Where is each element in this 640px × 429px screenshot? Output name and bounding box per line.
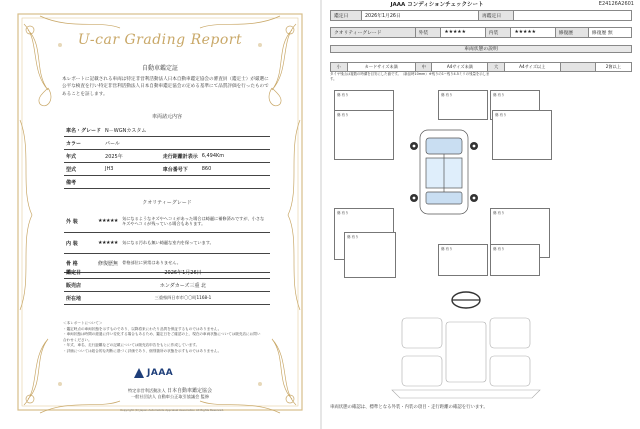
appraisal-table	[64, 266, 270, 305]
scale-cell: 中	[415, 63, 432, 72]
quality-text: 骨格部位に異常はありません。	[120, 254, 270, 273]
scale-cell: A4サイズ以上	[504, 63, 560, 72]
quality-stars: ★★★★★	[96, 233, 120, 254]
exterior-stars: ★★★★★	[441, 28, 485, 38]
spec-row	[64, 176, 270, 189]
box-label: 傷 有り	[493, 211, 505, 215]
spec-value: 6,494Km	[200, 150, 270, 163]
scale-cell: 小	[331, 63, 348, 72]
spec-key: 走行距離計表示	[161, 150, 200, 163]
spec-row	[64, 150, 270, 163]
scale-cell: カードサイズ未満	[347, 63, 415, 72]
intro-text: 本レポートに記載される車両は特定非営利活動法人日本自動車鑑定協会の審査員（鑑定士）が厳選に公平な検査を行い特定非営利活動法人日本自動車鑑定協会の定める基準にて品質評価を行ったものであることを証します。	[62, 77, 269, 97]
quality-row	[64, 233, 270, 254]
spec-key: 車台番号下	[161, 163, 200, 176]
box-label: 傷 有り	[347, 235, 359, 239]
sheet-footer: 車両状態の確認は、標準となる外装・内装の項目・走行距離の確認を行います。	[330, 405, 488, 410]
jaaa-logo: JAAA	[147, 368, 174, 378]
appraisal-row	[64, 292, 270, 305]
damage-photo-box	[490, 244, 540, 276]
date-row	[331, 11, 632, 21]
spec-value: 860	[200, 163, 270, 176]
spec-table	[64, 124, 270, 189]
box-label: 傷 有り	[337, 93, 349, 97]
jaaa-logo-icon	[134, 368, 144, 378]
condition-section-bar: 車両状態の説明	[330, 45, 632, 53]
spec-key: カラー	[64, 137, 103, 150]
quality-section-title: クオリティーグレード	[142, 200, 192, 206]
appraisal-address: 三重県四日市市〇〇町1168-1	[96, 292, 270, 305]
organization-block	[110, 388, 230, 400]
report-notes: ＜本レポートについて＞ ・鑑定時点の車両状態を示すものであり、以降将来にわたり品質を保証するものではありません。 ・車両状態は時間の経過に伴い変化する場合もあるため、鑑定日をご確認の上、現在の車両状態については販売店にお問い合わせください。 ・年式、車名、走行距離などの記載については販売店申告をもとに作成しています。 ・評価については総合的な判断に基づく評価であり、個別箇所の状態を示すものではありません。	[63, 321, 261, 353]
repair-value: 修復歴 無	[588, 28, 631, 38]
spec-key: 備考	[64, 176, 103, 189]
interior-stars: ★★★★★	[511, 28, 555, 38]
resale-key: 再鑑定日	[479, 11, 514, 21]
spec-row	[64, 137, 270, 150]
box-label: 傷 有り	[441, 247, 453, 251]
certificate-subtitle: 自動車鑑定証	[141, 65, 178, 72]
grade-key: クオリティーグレード	[331, 28, 416, 38]
resale-value	[514, 11, 632, 21]
appraisal-date: 2026年1月26日	[96, 266, 270, 279]
damage-photo-box	[334, 110, 394, 160]
box-label: 傷 有り	[337, 113, 349, 117]
sheet-code: E24126A2601	[598, 1, 634, 7]
box-label: 傷 有り	[493, 93, 505, 97]
quality-stars: 修復歴無	[96, 254, 120, 273]
scale-cell: 2箇以上	[595, 63, 631, 72]
box-label: 傷 有り	[337, 211, 349, 215]
quality-key: 外 装	[64, 210, 96, 233]
quality-table	[64, 210, 270, 273]
spec-value: 2025年	[103, 150, 161, 163]
org-name: 日本自動車鑑定協会	[167, 388, 213, 394]
box-label: 傷 有り	[493, 247, 505, 251]
spec-value: N－WGNカスタム	[103, 124, 270, 137]
damage-photo-box	[438, 244, 488, 276]
scale-row	[331, 63, 632, 72]
appraisal-key: 所在地	[64, 292, 96, 305]
spec-value: JH3	[103, 163, 161, 176]
appraisal-key: 販売店	[64, 279, 96, 292]
sheet-title: JAAA コンディションチェックシート	[390, 2, 484, 8]
damage-photo-box	[438, 90, 488, 120]
quality-key: 骨 格	[64, 254, 96, 273]
spec-row	[64, 163, 270, 176]
grade-table	[330, 27, 632, 38]
grade-row	[331, 28, 632, 38]
tire-note: タイヤ残山は複数の時溝を目安にした値です。（新品時10mm）※残りの1~残り4.5ミリの残量を示します。	[330, 72, 490, 81]
quality-stars: ★★★★★	[96, 210, 120, 233]
spec-value: パール	[103, 137, 270, 150]
exterior-key: 外装	[415, 28, 441, 38]
interior-layout-diagram	[382, 278, 550, 402]
date-table	[330, 10, 632, 21]
scale-cell: 大	[488, 63, 505, 72]
spec-key: 車名・グレード	[64, 124, 103, 137]
report-title: U-car Grading Report	[77, 32, 243, 48]
damage-photo-box	[344, 232, 396, 278]
spec-key: 年式	[64, 150, 103, 163]
spec-key: 型式	[64, 163, 103, 176]
appraisal-row	[64, 266, 270, 279]
repair-key: 修復歴	[555, 28, 588, 38]
car-top-view-diagram	[402, 124, 486, 220]
spec-section-title: 車両諸元内容	[151, 114, 182, 120]
condition-check-sheet	[322, 0, 640, 429]
scale-cell: A4サイズ未満	[432, 63, 488, 72]
org-prefix: 特定非営利活動法人	[127, 388, 166, 393]
scale-cell	[560, 63, 595, 72]
spec-value	[103, 176, 270, 189]
quality-key: 内 装	[64, 233, 96, 254]
quality-row	[64, 210, 270, 233]
damage-scale-table	[330, 62, 632, 72]
copyright: Copyright (C) Japan Automobile Appraisal Association All Rights Reserved.	[120, 408, 224, 412]
interior-key: 内装	[485, 28, 511, 38]
org-supervisor: 一般社団法人 自動車公正取引協議会 監修	[130, 394, 210, 399]
appraisal-row	[64, 279, 270, 292]
appraisal-shop: ホンダカーズ三重 北	[96, 279, 270, 292]
spec-row	[64, 124, 270, 137]
box-label: 傷 有り	[441, 93, 453, 97]
date-value: 2026年1月26日	[362, 11, 479, 21]
box-label: 傷 有り	[495, 113, 507, 117]
appraisal-key: 鑑定日	[64, 266, 96, 279]
date-key: 鑑定日	[331, 11, 362, 21]
quality-text: 気になる汚れも無い綺麗な室内を保っています。	[120, 233, 270, 254]
quality-text: 気になるようなキズやヘコミがあった場合は綺麗に補修済みですが、小さなキズやヘコミが残っている場合もあります。	[120, 210, 270, 233]
damage-photo-box	[492, 110, 552, 160]
